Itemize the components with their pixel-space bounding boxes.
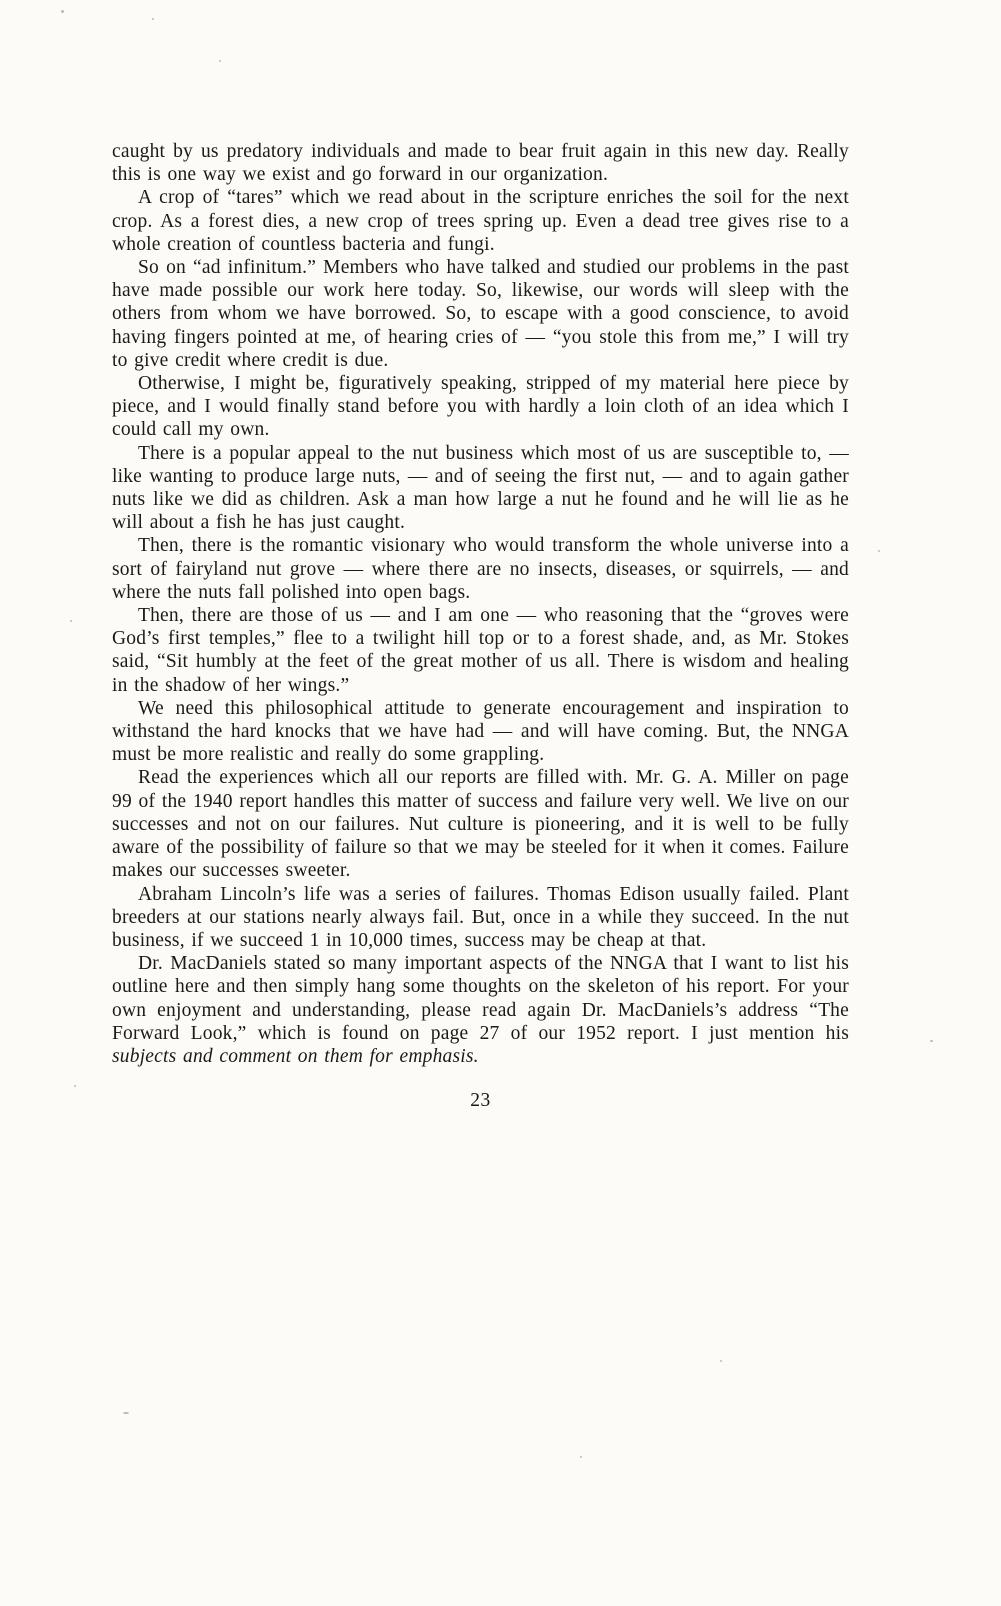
paragraph: Read the experiences which all our reports are filled with. Mr. G. A. Miller on page 99 of the 1940 report handles this matter of success and failure very well. We live on our successes and not on our failures. Nut culture is pioneering, and it is well to be fully aware of the possibility of failure so that we may be steeled for it when it comes. Failure makes our successes sweeter.: [112, 767, 849, 882]
paragraph: A crop of “tares” which we read about in the scripture enriches the soil for the next crop. As a forest dies, a new crop of trees spring up. Even a dead tree gives rise to a whole creation of countless bacteria and fungi.: [112, 187, 849, 255]
scan-speck: [152, 18, 154, 20]
paragraph-final: [112, 952, 849, 1068]
paragraph: We need this philosophical attitude to generate encouragement and inspiration to withstand the hard knocks that we have had — and will have coming. But, the NNGA must be more realistic and really do some grappling.: [112, 697, 849, 766]
final-paragraph-lead: Dr. MacDaniels stated so many important aspects of the NNGA that I want to list his outline here and then simply hang some thoughts on the skeleton of his report. For your own enjoyment and understanding, please read again Dr. MacDaniels’s address “The Forward Look,” which is found on page 27 of our 1952 report. I just mention his: [112, 953, 849, 1044]
scan-speck: [878, 550, 880, 552]
scan-speck: [61, 10, 64, 13]
paragraph: Otherwise, I might be, figuratively speaking, stripped of my material here piece by piece, and I would finally stand before you with hardly a loin cloth of an idea which I could call my own.: [112, 373, 849, 441]
scan-speck: [720, 1360, 722, 1362]
final-paragraph-emphasis: subjects and comment on them for emphasis.: [112, 1045, 479, 1067]
paragraph: Then, there is the romantic visionary who would transform the whole universe into a sort of fairyland nut grove — where there are no insects, diseases, or squirrels, — and where the nuts fall polished into open bags.: [112, 535, 849, 603]
page-number: 23: [470, 1090, 491, 1112]
paragraph: There is a popular appeal to the nut business which most of us are susceptible to, — like wanting to produce large nuts, — and of seeing the first nut, — and to again gather nuts like we did as children. Ask a man how large a nut he found and he will lie as he will about a fish he has just caught.: [112, 442, 849, 534]
paragraph-continuation: caught by us predatory individuals and made to bear fruit again in this new day. Really this is one way we exist and go forward in our organization.: [112, 141, 849, 186]
body-text: [112, 140, 849, 1112]
paragraph: So on “ad infinitum.” Members who have talked and studied our problems in the past have made possible our work here today. So, likewise, our words will sleep with the others from whom we have borrowed. So, to escape with a good conscience, to avoid having fingers pointed at me, of hearing cries of — “you stole this from me,” I will try to give credit where credit is due.: [112, 257, 849, 371]
scan-speck: [74, 1085, 76, 1087]
paragraph: Then, there are those of us — and I am one — who reasoning that the “groves were God’s first temples,” flee to a twilight hill top or to a forest shade, and, as Mr. Stokes said, “Sit humbly at the feet of the great mother of us all. There is wisdom and healing in the shadow of her wings.”: [112, 605, 849, 696]
scan-speck: [580, 1456, 582, 1458]
scan-speck: [930, 1040, 933, 1042]
scan-speck: [70, 620, 72, 622]
scan-speck: [123, 1412, 129, 1414]
scan-speck: [219, 60, 221, 62]
paragraph: Abraham Lincoln’s life was a series of failures. Thomas Edison usually failed. Plant breeders at our stations nearly always fail. But, once in a while they succeed. In the nut business, if we succeed 1 in 10,000 times, success may be cheap at that.: [112, 883, 849, 951]
